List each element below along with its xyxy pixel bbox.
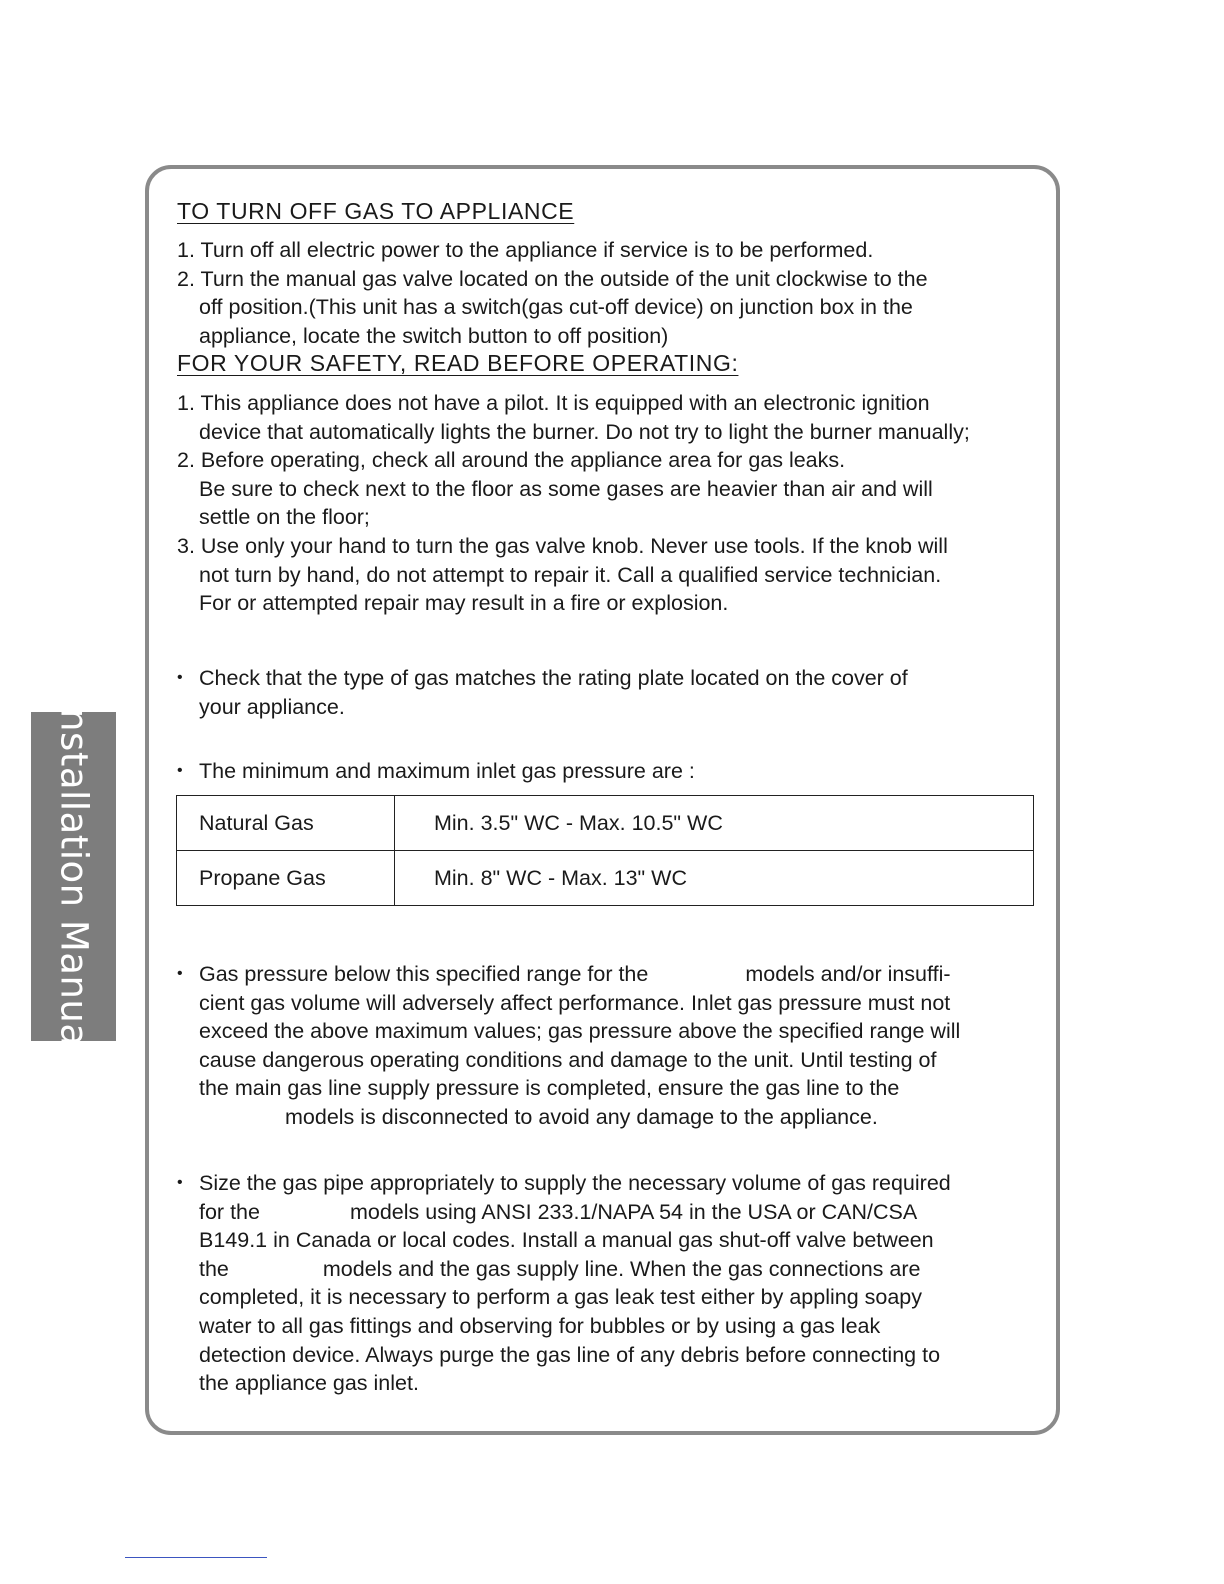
bullet-mark: •	[177, 762, 183, 779]
list-line: device that automatically lights the burner. Do not try to light the burner manually;	[199, 419, 970, 444]
table-row	[177, 851, 1034, 906]
table-cell-gas: Propane Gas	[177, 851, 395, 906]
pressure-intro-bullet	[177, 757, 695, 786]
list-line: 2. Before operating, check all around the appliance area for gas leaks.	[177, 448, 846, 473]
pipe-sizing-bullet	[177, 1169, 951, 1398]
bullet-line: the appliance gas inlet.	[199, 1371, 419, 1396]
bullet-mark: •	[177, 669, 183, 686]
bullet-mark: •	[177, 1174, 183, 1191]
list-line: For or attempted repair may result in a fire or explosion.	[199, 591, 729, 616]
bullet-line: Size the gas pipe appropriately to supply the necessary volume of gas required	[199, 1171, 951, 1195]
list-line: 2. Turn the manual gas valve located on the outside of the unit clockwise to the	[177, 266, 928, 291]
side-tab	[31, 696, 116, 1057]
safety-list	[177, 389, 970, 618]
bullet-line: cient gas volume will adversely affect performance. Inlet gas pressure must not	[199, 990, 951, 1015]
bullet-line: Check that the type of gas matches the rating plate located on the cover of	[199, 666, 908, 690]
bullet-line: exceed the above maximum values; gas pressure above the specified range will	[199, 1019, 961, 1044]
bullet-line-part: models and the gas supply line. When the gas connections are	[322, 1256, 921, 1281]
safety-heading: FOR YOUR SAFETY, READ BEFORE OPERATING:	[177, 350, 739, 376]
turn-off-heading: TO TURN OFF GAS TO APPLIANCE	[177, 198, 575, 224]
bullet-line-part: for the	[199, 1199, 260, 1224]
bullet-line-part: models using ANSI 233.1/NAPA 54 in the USA or CAN/CSA	[349, 1199, 918, 1224]
bullet-line: your appliance.	[199, 694, 345, 719]
bullet-line: completed, it is necessary to perform a gas leak test either by appling soapy	[199, 1285, 923, 1310]
footer-divider	[125, 1557, 267, 1558]
side-tab-label: Installation Manual	[52, 696, 95, 1057]
list-line: settle on the floor;	[199, 505, 370, 530]
bullet-line: B149.1 in Canada or local codes. Install a manual gas shut-off valve between	[199, 1228, 934, 1253]
bullet-line	[177, 960, 960, 989]
table-cell-range: Min. 8" WC - Max. 13" WC	[395, 851, 1034, 906]
list-line: 1. Turn off all electric power to the appliance if service is to be performed.	[177, 238, 874, 262]
turn-off-list	[177, 236, 928, 350]
bullet-line: models is disconnected to avoid any damage to the appliance.	[285, 1104, 878, 1129]
bullet-mark: •	[177, 965, 183, 982]
bullet-line: detection device. Always purge the gas line of any debris before connecting to	[199, 1342, 941, 1367]
bullet-line: The minimum and maximum inlet gas pressure are :	[199, 759, 695, 783]
bullet-line-part: the	[199, 1256, 229, 1281]
bullet-line: water to all gas fittings and observing for bubbles or by using a gas leak	[199, 1313, 881, 1338]
bullet-line: the main gas line supply pressure is completed, ensure the gas line to the	[199, 1076, 900, 1101]
list-line: 3. Use only your hand to turn the gas valve knob. Never use tools. If the knob will	[177, 533, 948, 558]
bullet-line-part: models and/or insuffi-	[745, 962, 951, 986]
list-line: Be sure to check next to the floor as some gases are heavier than air and will	[199, 476, 933, 501]
pressure-warning-bullet	[177, 960, 960, 1132]
list-line: appliance, locate the switch button to off position)	[199, 323, 669, 348]
check-gas-bullet	[177, 664, 908, 721]
bullet-line	[177, 1198, 951, 1227]
bullet-line	[177, 1255, 951, 1284]
list-line: not turn by hand, do not attempt to repair it. Call a qualified service technician.	[199, 562, 942, 587]
list-line: off position.(This unit has a switch(gas cut-off device) on junction box in the	[199, 295, 913, 320]
table-cell-gas: Natural Gas	[177, 796, 395, 851]
bullet-line-part: Gas pressure below this specified range for the	[199, 962, 649, 986]
pressure-table	[176, 795, 1034, 906]
bullet-line: cause dangerous operating conditions and damage to the unit. Until testing of	[199, 1047, 937, 1072]
table-cell-range: Min. 3.5" WC - Max. 10.5" WC	[395, 796, 1034, 851]
table-row	[177, 796, 1034, 851]
list-line: 1. This appliance does not have a pilot. It is equipped with an electronic ignition	[177, 391, 930, 415]
